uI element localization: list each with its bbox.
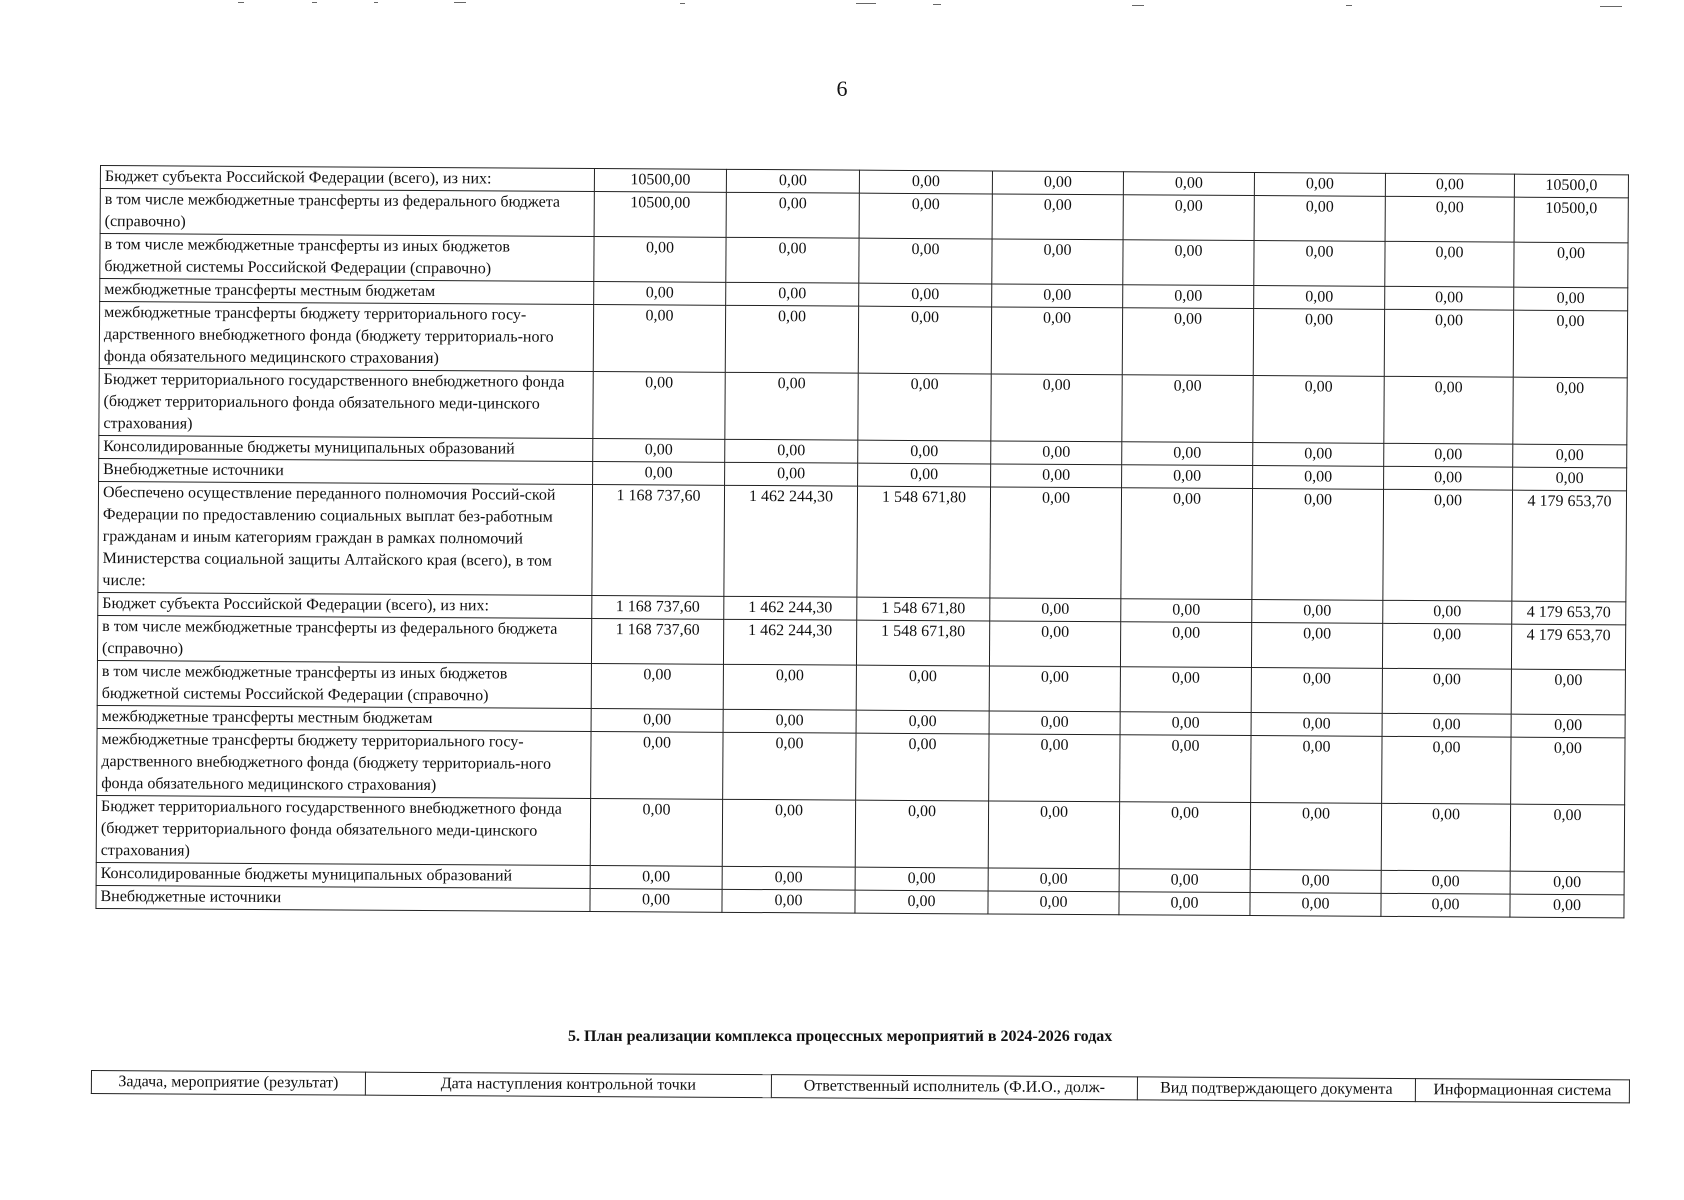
row-label: Внебюджетные источники <box>96 885 590 911</box>
value-cell: 0,00 <box>991 307 1122 375</box>
value-cell: 0,00 <box>1382 713 1511 737</box>
scan-speck <box>1600 6 1622 7</box>
value-cell: 0,00 <box>1251 736 1382 804</box>
table-row <box>96 795 1624 871</box>
value-cell: 0,00 <box>1510 804 1624 872</box>
value-cell: 0,00 <box>1123 240 1254 286</box>
value-cell: 0,00 <box>1511 669 1625 715</box>
value-cell: 0,00 <box>725 372 858 440</box>
value-cell: 0,00 <box>1382 623 1511 669</box>
value-cell: 0,00 <box>989 734 1120 802</box>
value-cell: 0,00 <box>855 867 988 891</box>
value-cell: 0,00 <box>858 373 991 441</box>
table-row <box>97 728 1625 804</box>
row-label: в том числе межбюджетные трансферты из иных бюджетов бюджетной системы Российской Федерации (справочно) <box>97 660 591 708</box>
value-cell: 0,00 <box>1511 737 1625 805</box>
value-cell: 0,00 <box>1384 376 1513 444</box>
value-cell: 0,00 <box>1382 736 1511 804</box>
value-cell: 0,00 <box>1382 668 1511 714</box>
value-cell: 0,00 <box>725 439 858 463</box>
value-cell: 0,00 <box>722 889 855 913</box>
value-cell: 0,00 <box>1253 309 1384 377</box>
value-cell: 0,00 <box>859 193 992 239</box>
value-cell: 1 168 737,60 <box>592 596 724 620</box>
value-cell: 0,00 <box>591 732 723 800</box>
value-cell: 0,00 <box>1513 377 1627 445</box>
value-cell: 10500,00 <box>594 169 726 193</box>
value-cell: 1 462 244,30 <box>723 619 856 665</box>
value-cell: 0,00 <box>1254 286 1385 310</box>
value-cell: 0,00 <box>1384 466 1513 490</box>
row-label: в том числе межбюджетные трансферты из иных бюджетов бюджетной системы Российской Федерации (справочно) <box>100 234 594 282</box>
value-cell: 0,00 <box>1119 869 1250 893</box>
value-cell: 0,00 <box>1381 870 1510 894</box>
value-cell: 0,00 <box>1385 196 1514 242</box>
value-cell: 0,00 <box>1122 308 1253 376</box>
scan-speck <box>856 3 876 4</box>
row-label: в том числе межбюджетные трансферты из федерального бюджета (справочно) <box>100 189 594 237</box>
value-cell: 0,00 <box>593 439 725 463</box>
value-cell: 4 179 653,70 <box>1512 490 1627 602</box>
value-cell: 0,00 <box>726 192 859 238</box>
value-cell: 0,00 <box>1254 173 1385 197</box>
value-cell: 0,00 <box>991 374 1122 442</box>
value-cell: 0,00 <box>858 463 991 487</box>
value-cell: 0,00 <box>858 306 991 374</box>
row-label: Бюджет субъекта Российской Федерации (всего), из них: <box>98 592 592 618</box>
value-cell: 0,00 <box>591 709 723 733</box>
value-cell: 0,00 <box>591 664 723 710</box>
value-cell: 0,00 <box>1510 894 1624 918</box>
row-label: Бюджет территориального государственного внебюджетного фонда (бюджет территориального фонда обязательного меди-цинского страхования) <box>96 795 590 865</box>
value-cell: 0,00 <box>1253 466 1384 490</box>
value-cell: 0,00 <box>1381 893 1510 917</box>
value-cell: 1 462 244,30 <box>724 485 858 597</box>
value-cell: 0,00 <box>988 891 1119 915</box>
value-cell: 0,00 <box>1123 285 1254 309</box>
value-cell: 0,00 <box>1252 600 1383 624</box>
plan-table <box>91 1070 1630 1103</box>
value-cell: 0,00 <box>1383 489 1513 601</box>
plan-header-responsible: Ответственный исполнитель (Ф.И.О., долж- <box>771 1075 1137 1100</box>
value-cell: 0,00 <box>1119 892 1250 916</box>
value-cell: 0,00 <box>1250 870 1381 894</box>
value-cell: 0,00 <box>992 239 1123 285</box>
value-cell: 0,00 <box>1251 668 1382 714</box>
value-cell: 1 548 671,80 <box>857 597 990 621</box>
value-cell: 0,00 <box>593 462 725 486</box>
value-cell: 0,00 <box>1123 172 1254 196</box>
budget-table-body <box>96 166 1629 918</box>
value-cell: 0,00 <box>593 372 725 440</box>
value-cell: 0,00 <box>992 194 1123 240</box>
value-cell: 0,00 <box>593 305 725 373</box>
value-cell: 0,00 <box>1119 802 1250 870</box>
value-cell: 0,00 <box>722 799 855 867</box>
value-cell: 0,00 <box>1513 467 1627 491</box>
row-label: Внебюджетные источники <box>99 458 593 484</box>
row-label: межбюджетные трансферты местным бюджетам <box>100 279 594 305</box>
value-cell: 0,00 <box>1121 599 1252 623</box>
plan-header-date: Дата наступления контрольной точки <box>365 1072 771 1097</box>
value-cell: 0,00 <box>726 282 859 306</box>
value-cell: 4 179 653,70 <box>1512 601 1626 625</box>
value-cell: 0,00 <box>1514 287 1628 311</box>
value-cell: 0,00 <box>1252 489 1384 601</box>
value-cell: 0,00 <box>1120 667 1251 713</box>
value-cell: 0,00 <box>1122 375 1253 443</box>
value-cell: 0,00 <box>723 709 856 733</box>
value-cell: 0,00 <box>1253 443 1384 467</box>
value-cell: 1 548 671,80 <box>857 486 991 598</box>
plan-header-document: Вид подтверждающего документа <box>1137 1077 1415 1102</box>
scan-speck <box>933 4 941 5</box>
value-cell: 0,00 <box>991 464 1122 488</box>
value-cell: 0,00 <box>1123 195 1254 241</box>
value-cell: 0,00 <box>1254 196 1385 242</box>
value-cell: 0,00 <box>725 305 858 373</box>
row-label: Бюджет субъекта Российской Федерации (всего), из них: <box>100 166 594 192</box>
scan-speck <box>454 2 466 3</box>
value-cell: 0,00 <box>988 801 1119 869</box>
scan-speck <box>680 3 685 4</box>
value-cell: 0,00 <box>726 169 859 193</box>
value-cell: 0,00 <box>989 711 1120 735</box>
row-label: межбюджетные трансферты бюджету территориального госу-дарственного внебюджетного фонда (бюджету территориаль-ного фонда обязательного медицинского страхования) <box>99 302 593 372</box>
plan-header-task: Задача, мероприятие (результат) <box>91 1071 365 1096</box>
value-cell: 0,00 <box>991 441 1122 465</box>
value-cell: 0,00 <box>1122 465 1253 489</box>
value-cell: 0,00 <box>858 440 991 464</box>
value-cell: 0,00 <box>1513 310 1627 378</box>
value-cell: 10500,0 <box>1514 174 1628 198</box>
value-cell: 0,00 <box>725 462 858 486</box>
value-cell: 0,00 <box>1514 242 1628 288</box>
value-cell: 0,00 <box>1385 173 1514 197</box>
value-cell: 1 548 671,80 <box>856 620 989 666</box>
value-cell: 0,00 <box>859 238 992 284</box>
table-row <box>99 368 1627 444</box>
value-cell: 1 462 244,30 <box>724 596 857 620</box>
table-row <box>98 481 1627 601</box>
row-label: Обеспечено осуществление переданного полномочия Россий-ской Федерации по предоставлению социальных выплат без-работным гражданам и иным категориям граждан в рамках полномочий Министерства социальной защиты Алтайского края (всего), в том числе: <box>98 481 593 595</box>
value-cell: 1 168 737,60 <box>591 619 723 665</box>
scan-speck <box>374 2 378 3</box>
value-cell: 0,00 <box>1385 286 1514 310</box>
scan-speck <box>1346 5 1352 6</box>
value-cell: 0,00 <box>859 283 992 307</box>
row-label: межбюджетные трансферты бюджету территориального госу-дарственного внебюджетного фонда (бюджету территориаль-ного фонда обязательного медицинского страхования) <box>97 728 591 798</box>
value-cell: 0,00 <box>1381 803 1510 871</box>
scan-speck <box>312 2 317 3</box>
value-cell: 0,00 <box>594 282 726 306</box>
value-cell: 0,00 <box>590 889 722 913</box>
scan-speck <box>238 2 244 3</box>
value-cell: 0,00 <box>594 237 726 283</box>
value-cell: 0,00 <box>590 866 722 890</box>
scan-speck <box>1132 5 1144 6</box>
value-cell: 0,00 <box>859 170 992 194</box>
table-row <box>99 302 1627 378</box>
value-cell: 0,00 <box>1250 893 1381 917</box>
value-cell: 0,00 <box>1120 712 1251 736</box>
budget-table <box>95 165 1629 918</box>
value-cell: 10500,00 <box>594 192 726 238</box>
value-cell: 0,00 <box>856 733 989 801</box>
value-cell: 0,00 <box>723 732 856 800</box>
value-cell: 0,00 <box>1120 735 1251 803</box>
value-cell: 0,00 <box>1251 623 1382 669</box>
value-cell: 0,00 <box>989 621 1120 667</box>
value-cell: 0,00 <box>1383 600 1512 624</box>
value-cell: 0,00 <box>1384 443 1513 467</box>
row-label: Бюджет территориального государственного внебюджетного фонда (бюджет территориального фонда обязательного меди-цинского страхования) <box>99 368 593 438</box>
value-cell: 0,00 <box>1385 241 1514 287</box>
value-cell: 0,00 <box>990 487 1122 599</box>
page-number: 6 <box>836 76 848 101</box>
plan-header-system: Информационная система <box>1415 1079 1629 1103</box>
row-label: Консолидированные бюджеты муниципальных образований <box>99 435 593 461</box>
value-cell: 0,00 <box>722 866 855 890</box>
value-cell: 0,00 <box>989 666 1120 712</box>
value-cell: 0,00 <box>1250 803 1381 871</box>
value-cell: 0,00 <box>1121 488 1253 600</box>
section-title: 5. План реализации комплекса процессных мероприятий в 2024-2026 годах <box>568 1028 1113 1045</box>
value-cell: 0,00 <box>856 710 989 734</box>
value-cell: 0,00 <box>1251 713 1382 737</box>
value-cell: 0,00 <box>1253 376 1384 444</box>
value-cell: 1 168 737,60 <box>592 485 725 597</box>
value-cell: 0,00 <box>990 598 1121 622</box>
value-cell: 0,00 <box>855 890 988 914</box>
value-cell: 0,00 <box>723 664 856 710</box>
value-cell: 0,00 <box>590 799 722 867</box>
value-cell: 4 179 653,70 <box>1511 624 1625 670</box>
value-cell: 0,00 <box>992 171 1123 195</box>
value-cell: 0,00 <box>1254 241 1385 287</box>
value-cell: 0,00 <box>855 800 988 868</box>
value-cell: 0,00 <box>992 284 1123 308</box>
value-cell: 0,00 <box>726 237 859 283</box>
value-cell: 0,00 <box>856 665 989 711</box>
row-label: Консолидированные бюджеты муниципальных образований <box>96 862 590 888</box>
value-cell: 0,00 <box>1511 714 1625 738</box>
value-cell: 10500,0 <box>1514 197 1628 243</box>
value-cell: 0,00 <box>1513 444 1627 468</box>
value-cell: 0,00 <box>1384 309 1513 377</box>
row-label: межбюджетные трансферты местным бюджетам <box>97 705 591 731</box>
value-cell: 0,00 <box>1120 622 1251 668</box>
plan-table-header-row <box>91 1071 1629 1103</box>
value-cell: 0,00 <box>988 868 1119 892</box>
value-cell: 0,00 <box>1510 871 1624 895</box>
row-label: в том числе межбюджетные трансферты из федерального бюджета (справочно) <box>97 615 591 663</box>
value-cell: 0,00 <box>1122 442 1253 466</box>
